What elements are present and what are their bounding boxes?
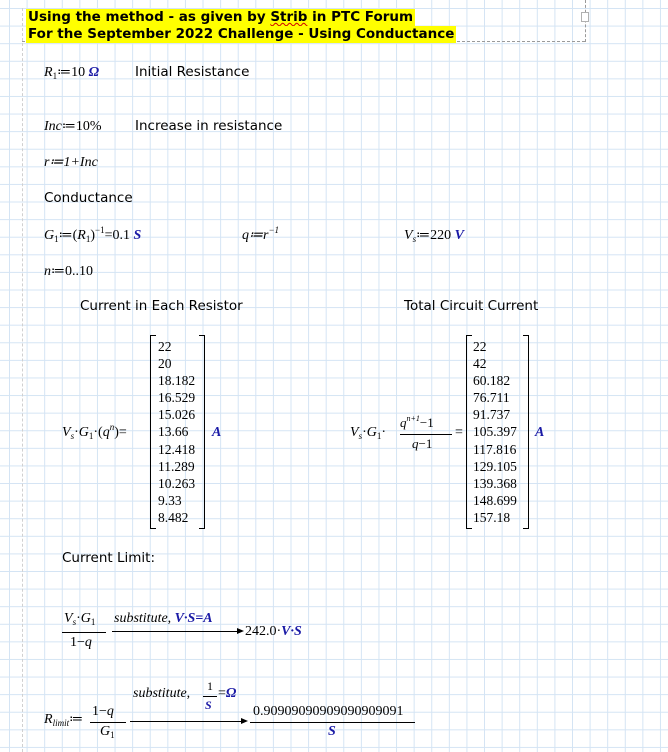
rlimit-arrow-icon bbox=[241, 718, 248, 724]
total-current-value: 157.18 bbox=[473, 509, 511, 525]
current-each-value: 8.482 bbox=[158, 509, 189, 525]
r-definition[interactable]: r≔1+Inc bbox=[44, 155, 98, 170]
current-each-unit: A bbox=[212, 425, 222, 440]
limit-arrow-line bbox=[112, 631, 240, 632]
limit-fraction-line bbox=[62, 632, 106, 633]
current-each-value: 10.263 bbox=[158, 475, 196, 491]
total-current-cells bbox=[473, 338, 517, 526]
region-left-edge bbox=[22, 8, 23, 752]
inc-definition[interactable]: Inc≔10% bbox=[44, 119, 102, 134]
total-current-value: 60.182 bbox=[473, 373, 511, 389]
limit-keyword-text: substitute bbox=[114, 611, 168, 626]
g1-definition[interactable]: $G_1≔(R_1)^{-1}=0.1$ S bbox=[44, 225, 142, 244]
rlimit-result-fraction-line bbox=[250, 722, 415, 723]
current-each-cells bbox=[158, 338, 195, 526]
vs-value: 220 bbox=[430, 228, 452, 243]
rlimit-rule-numerator: 1 bbox=[207, 679, 213, 693]
header-line-1-pre: Using the method - as given by bbox=[28, 9, 271, 25]
current-each-expression[interactable]: $V_s\cdot G_1\cdot(q^n)=$ bbox=[62, 422, 127, 441]
total-current-lhs[interactable]: $V_s\cdot G_1\cdot$ bbox=[350, 425, 387, 441]
total-current-equals: = bbox=[455, 425, 463, 440]
vs-unit: V bbox=[454, 228, 464, 243]
total-current-value: 76.711 bbox=[473, 390, 510, 406]
limit-result-unit: V·S bbox=[281, 624, 302, 639]
current-limit-label[interactable]: Current Limit: bbox=[62, 550, 156, 566]
total-current-value: 117.816 bbox=[473, 441, 517, 457]
limit-numerator[interactable]: $V_s\cdot G_1$ bbox=[64, 611, 96, 627]
rlimit-rule-fraction-line bbox=[203, 696, 217, 697]
rlimit-rule-rhs-unit: Ω bbox=[225, 686, 237, 701]
total-current-value: 22 bbox=[473, 339, 487, 354]
rlimit-numerator: 1−q bbox=[92, 704, 114, 719]
rlimit-result-numerator[interactable]: 0.90909090909090909091 bbox=[253, 704, 404, 719]
current-each-value: 13.66 bbox=[158, 424, 189, 440]
current-each-value: 12.418 bbox=[158, 441, 196, 457]
increase-resistance-label[interactable]: Increase in resistance bbox=[135, 118, 283, 134]
limit-arrow-icon bbox=[237, 628, 244, 634]
current-each-value: 9.33 bbox=[158, 492, 182, 508]
rlimit-rule-rhs: =Ω bbox=[218, 686, 237, 701]
current-each-matrix[interactable] bbox=[150, 335, 205, 529]
current-each-value: 11.289 bbox=[158, 458, 195, 474]
limit-substitute-keyword: substitute, V·S=A bbox=[114, 611, 213, 626]
current-each-value: 20 bbox=[158, 356, 172, 372]
q-definition[interactable]: $q≔r^{-1}$ bbox=[242, 225, 280, 243]
rlimit-denominator: $G_1$ bbox=[100, 724, 115, 740]
total-current-value: 105.397 bbox=[473, 424, 517, 440]
n-range-definition[interactable]: n≔0..10 bbox=[44, 264, 93, 279]
conductance-label[interactable]: Conductance bbox=[44, 190, 133, 206]
g1-unit: S bbox=[133, 228, 142, 243]
current-each-value: 16.529 bbox=[158, 390, 196, 406]
limit-result[interactable]: 242.0·V·S bbox=[245, 624, 302, 639]
inc-value: 10% bbox=[75, 119, 102, 134]
total-current-matrix[interactable] bbox=[466, 335, 529, 529]
vs-definition[interactable]: $V_s≔220$ V bbox=[404, 228, 464, 244]
rlimit-lhs[interactable]: $R_{limit}≔$ bbox=[44, 712, 84, 728]
header-line-1[interactable] bbox=[26, 9, 415, 26]
total-current-value: 42 bbox=[473, 356, 487, 372]
matrix-right-bracket bbox=[523, 335, 529, 529]
matrix-left-bracket bbox=[466, 335, 472, 529]
limit-denominator: 1−q bbox=[70, 635, 92, 650]
total-current-numerator: $q^{n+1}-1$ bbox=[400, 414, 434, 430]
header-line-2[interactable]: For the September 2022 Challenge - Using Conductance bbox=[28, 26, 455, 42]
page-marker-icon bbox=[581, 12, 589, 22]
header-line-1-post: in PTC Forum bbox=[307, 9, 414, 25]
rlimit-result-denominator: S bbox=[328, 724, 336, 739]
current-each-value: 15.026 bbox=[158, 407, 196, 423]
current-each-resistor-label[interactable]: Current in Each Resistor bbox=[80, 298, 243, 314]
initial-resistance-label[interactable]: Initial Resistance bbox=[135, 64, 250, 80]
r1-value: 10 bbox=[71, 65, 86, 80]
total-current-fraction-line bbox=[400, 434, 452, 435]
rlimit-keyword-text: substitute bbox=[133, 686, 187, 701]
total-current-unit: A bbox=[535, 425, 545, 440]
r-expression: 1+Inc bbox=[63, 155, 98, 170]
total-current-denominator: q−1 bbox=[412, 436, 433, 451]
rlimit-substitute-keyword: substitute, bbox=[133, 686, 191, 701]
header-name-strib: Strib bbox=[270, 9, 308, 25]
total-current-value: 148.699 bbox=[473, 492, 517, 508]
total-current-value: 139.368 bbox=[473, 475, 517, 491]
total-circuit-current-label[interactable]: Total Circuit Current bbox=[404, 298, 539, 314]
n-range-value: 0..10 bbox=[65, 264, 93, 279]
total-current-value: 129.105 bbox=[473, 458, 517, 474]
limit-rule: V·S=A bbox=[174, 611, 213, 626]
current-each-value: 22 bbox=[158, 339, 172, 354]
r1-unit: Ω bbox=[88, 65, 100, 80]
matrix-right-bracket bbox=[199, 335, 205, 529]
rlimit-fraction-line bbox=[90, 722, 126, 723]
limit-result-value: 242.0 bbox=[245, 624, 277, 639]
rlimit-arrow-line bbox=[130, 721, 244, 722]
total-current-value: 91.737 bbox=[473, 407, 511, 423]
r1-definition[interactable]: $R_1≔10$ Ω bbox=[44, 65, 100, 81]
current-each-value: 18.182 bbox=[158, 373, 196, 389]
matrix-left-bracket bbox=[150, 335, 156, 529]
g1-result: 0.1 bbox=[112, 228, 131, 243]
rlimit-rule-denominator: S bbox=[205, 698, 212, 712]
